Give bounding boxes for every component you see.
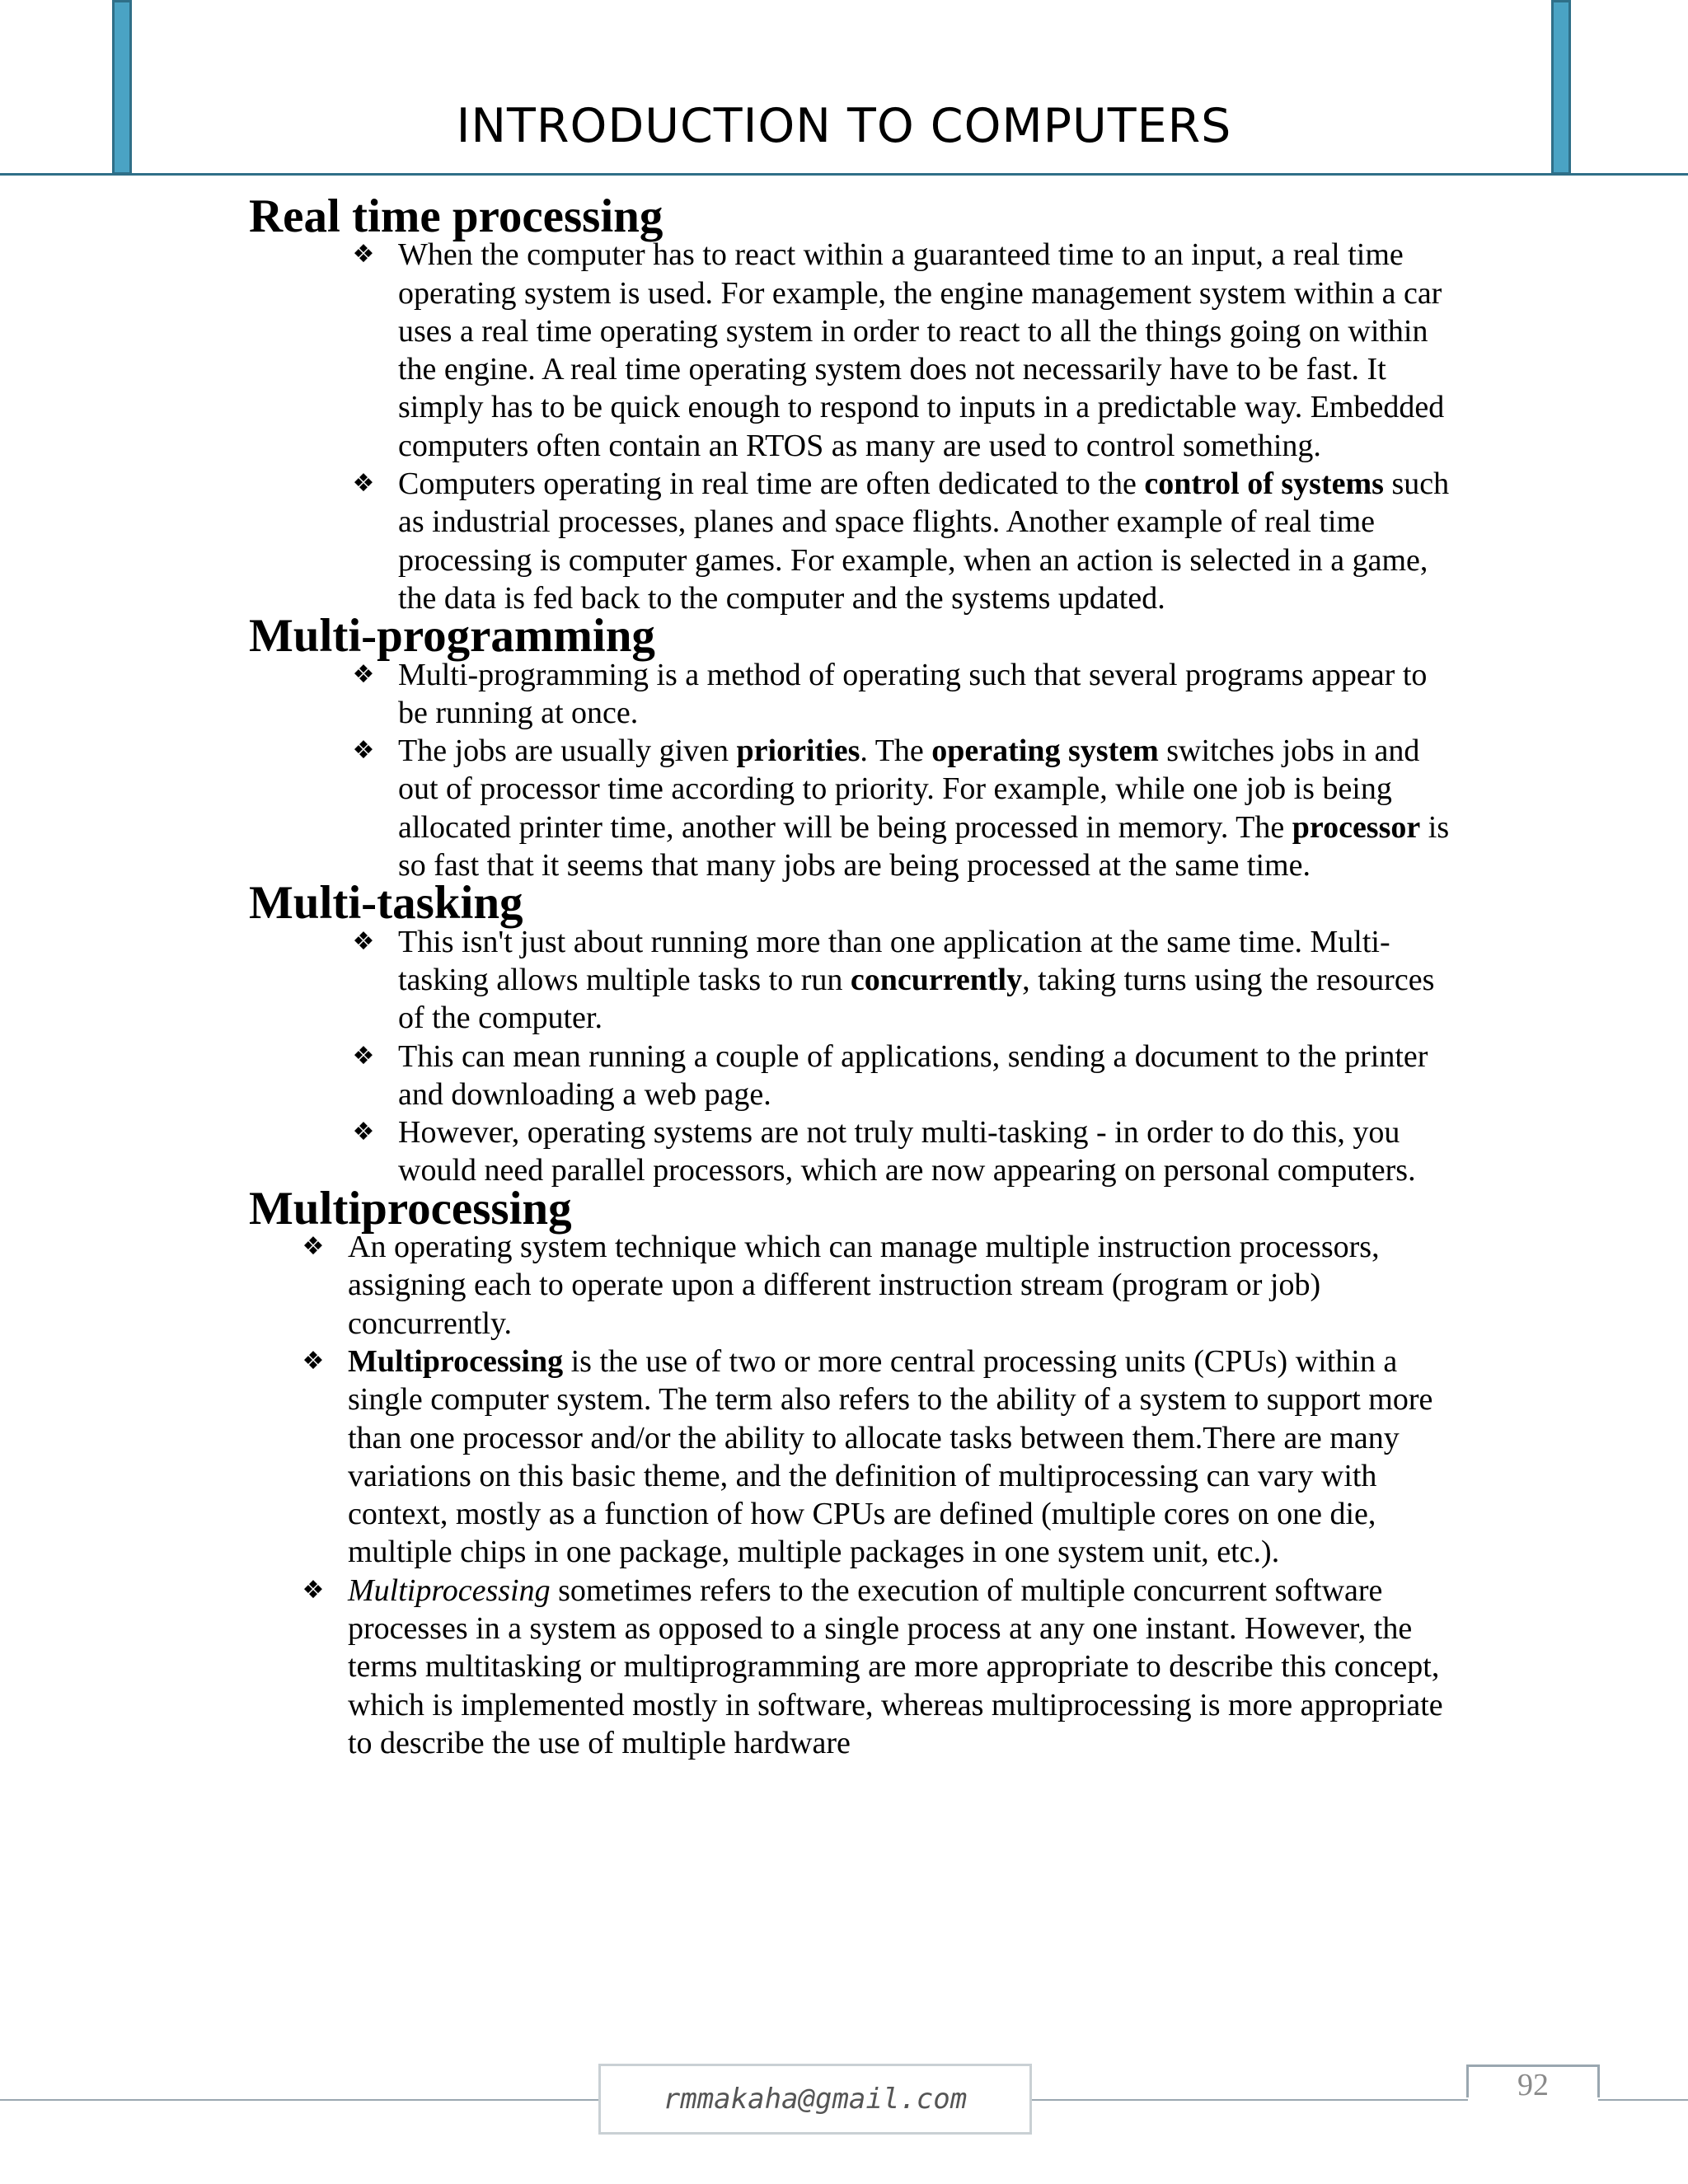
page-number: 92: [1517, 2068, 1549, 2102]
list-item: [352, 732, 1452, 884]
bullet-text: [348, 1573, 1443, 1760]
diamond-bullet-icon: ❖: [352, 469, 375, 499]
list-item: [352, 923, 1452, 1038]
diamond-bullet-icon: ❖: [302, 1346, 325, 1376]
bullet-text-part: is the use of two or more central processing units (CPUs) within a single computer system. The term also refers to the ability of a system to support more than one processor and/or the ability to allocate tasks between them.There are many variations on this basic theme, and the definition of multiprocessing can vary with context, mostly as a function of how CPUs are defined (multiple cores on one die, multiple chips in one package, multiple packages in one system unit, etc.).: [348, 1343, 1433, 1570]
bullet-text-part: , taking turns using the resources of the computer.: [398, 962, 1435, 1036]
bullet-text-part: The jobs are usually given: [398, 733, 737, 769]
footer-email: rmmakaha@gmail.com: [598, 2064, 1032, 2135]
bullet-text: However, operating systems are not truly multi-tasking - in order to do this, you would need parallel processors, which are now appearing on personal computers.: [398, 1115, 1416, 1188]
bullet-text-part: sometimes refers to the execution of multiple concurrent software processes in a system as opposed to a single process at any one instant. However, the terms multitasking or multiprogramming are more appropriate to describe this concept, which is implemented mostly in software, whereas multiprocessing is more appropriate to describe the use of multiple hardware: [348, 1572, 1443, 1760]
bullet-text-part: switches jobs in and out of processor time according to priority. For example, while one job is being allocated printer time, another will be being processed in memory. The: [398, 733, 1420, 845]
bold-term: Multiprocessing: [348, 1343, 564, 1379]
page-content: [249, 190, 1452, 1762]
diamond-bullet-icon: ❖: [352, 1118, 375, 1147]
section-heading-multi-tasking: Multi-tasking: [249, 877, 523, 930]
page-header-title: INTRODUCTION TO COMPUTERS: [456, 99, 1232, 153]
list-item: [352, 236, 1452, 465]
bullet-list-real-time-processing: [249, 236, 1452, 617]
bullet-text-part: This isn't just about running more than one application at the same time. Multi-tasking allows multiple tasks to run: [398, 924, 1390, 997]
section-heading-multi-programming: Multi-programming: [249, 610, 655, 663]
list-item: [302, 1343, 1452, 1572]
list-item: [352, 465, 1452, 617]
bullet-text-part: Computers operating in real time are often dedicated to the: [398, 466, 1145, 502]
footer-line-left: [0, 2099, 602, 2101]
bullet-text: [398, 733, 1449, 883]
section-heading-real-time-processing: Real time processing: [249, 190, 663, 242]
bullet-text: An operating system technique which can manage multiple instruction processors, assigning each to operate upon a different instruction stream (program or job) concurrently.: [348, 1230, 1380, 1341]
list-item: [302, 1228, 1452, 1343]
bullet-text-part: . The: [860, 733, 932, 769]
bullet-text-part: is so fast that it seems that many jobs are being processed at the same time.: [398, 809, 1450, 883]
bullet-text: [398, 466, 1449, 616]
bullet-list-multiprocessing: [249, 1228, 1452, 1762]
list-item: [302, 1572, 1452, 1762]
bullet-list-multi-tasking: [249, 923, 1452, 1190]
footer-line-right: [1598, 2099, 1688, 2101]
footer-line-middle: [1030, 2099, 1468, 2101]
bullet-text-part: such as industrial processes, planes and space flights. Another example of real time processing is computer games. For example, when an action is selected in a game, the data is fed back to the computer and the systems updated.: [398, 466, 1450, 616]
diamond-bullet-icon: ❖: [352, 240, 375, 269]
bullet-text: [398, 925, 1434, 1036]
bold-term: concurrently: [850, 962, 1023, 997]
diamond-bullet-icon: ❖: [352, 736, 375, 766]
list-item: [352, 1113, 1452, 1190]
diamond-bullet-icon: ❖: [302, 1232, 325, 1262]
bullet-text: When the computer has to react within a guaranteed time to an input, a real time operating system is used. For example, the engine management system within a car uses a real time operating system in order to react to all the things going on within the engine. A real time operating system does not necessarily have to be fast. It simply has to be quick enough to respond to inputs in a predictable way. Embedded computers often contain an RTOS as many are used to control something.: [398, 237, 1445, 463]
bold-term: processor: [1292, 809, 1421, 845]
bold-term: control of systems: [1144, 466, 1384, 502]
diamond-bullet-icon: ❖: [352, 926, 375, 956]
list-item: [352, 656, 1452, 733]
section-heading-multiprocessing: Multiprocessing: [249, 1182, 572, 1235]
bold-term: operating system: [931, 733, 1159, 769]
bold-term: priorities: [736, 733, 860, 769]
bullet-text: [348, 1344, 1432, 1569]
diamond-bullet-icon: ❖: [352, 1041, 375, 1071]
diamond-bullet-icon: ❖: [352, 659, 375, 689]
bullet-text: This can mean running a couple of applications, sending a document to the printer and downloading a web page.: [398, 1038, 1428, 1112]
italic-term: Multiprocessing: [348, 1572, 551, 1608]
bullet-text: Multi-programming is a method of operating such that several programs appear to be running at once.: [398, 657, 1428, 730]
diamond-bullet-icon: ❖: [302, 1575, 325, 1605]
header-divider: [0, 173, 1688, 176]
bullet-list-multi-programming: [249, 656, 1452, 885]
list-item: [352, 1038, 1452, 1114]
